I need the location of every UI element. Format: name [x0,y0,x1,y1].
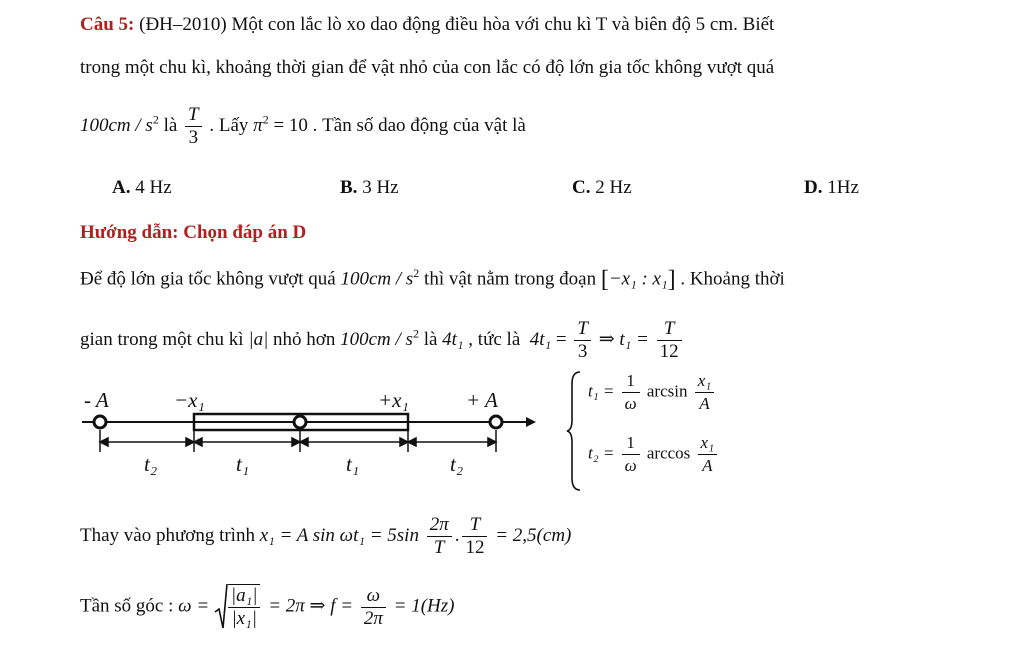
answer-c: C. 2 Hz [572,177,632,198]
answer-a: A. 4 Hz [112,177,172,198]
accel-value: 100cm / s [80,114,153,136]
sqrt-icon: $\frac{\text{|a₁|}}{\text{|x₁|}}$ [214,582,264,632]
label-minus-A: - A [84,388,109,412]
label-t1-left: t₁ [236,452,250,476]
label-t2-left: t₂ [144,452,158,476]
answer-b: B. 3 Hz [340,177,399,198]
guide-title: Hướng dẫn: Chọn đáp án D [80,222,307,243]
angular-line: Tần số góc : ω = $\frac{\text{|a₁|}}{\text{|x₁|}}$ = 2π ⇒ f = $\frac{\omega}{2\pi}$ = 1(Hz) [80,582,454,632]
question-text-1: (ĐH–2010) Một con lắc lò xo dao động điều hòa với chu kì T và biên độ 5 cm. Biết [139,14,775,35]
substitute-line: Thay vào phương trình x₁ = A sin ωt₁ = 5sin $\frac{2\pi}{T}$ . $\frac{T}{12}$ = 2,5(cm) [80,514,572,558]
time-equations: t₁ = $\frac{1}{\omega}$ arcsin $\frac{\text{x₁}}{A}$ t₂ = $\frac{1}{\omega}$ arccos $\frac{\text{x₁}}{A}$ [566,368,766,494]
question-line-1 [80,14,774,36]
question-line-3: $100cm / s^2$ là $\frac{T}{3}$ . Lấy $\pi^2 = 10$ . Tần số dao động của vật là [80,104,526,148]
guide-line-2: gian trong một chu kì |a| nhỏ hơn $100cm / s^2$ là 4t₁ , tức là 4t₁ = $\frac{T}{3}$ ⇒ t₁ = $\frac{T}{12}$ [80,318,685,363]
brace-icon [566,368,584,494]
question-label: Câu 5: [80,14,135,35]
label-plus-A: + A [466,388,498,412]
label-t2-right: t₂ [450,452,464,476]
question-text-3: . Tần số dao động của vật là [312,114,526,136]
question-line-2 [80,57,774,79]
answer-d: D. 1Hz [804,177,859,198]
guide-line-1: Để độ lớn gia tốc không vượt quá $100cm / s^2$ thì vật nằm trong đoạn [−x₁ : x₁] . Khoảng thời [80,266,785,293]
label-minus-x1: −x₁ [174,388,205,412]
label-plus-x1: +x₁ [378,388,409,412]
fraction-t-3: $\frac{T}{3}$ [185,104,202,149]
label-t1-right: t₁ [346,452,360,476]
question-text-2: trong một chu kì, khoảng thời gian để vật nhỏ của con lắc có độ lớn gia tốc không vượt quá [80,57,775,78]
